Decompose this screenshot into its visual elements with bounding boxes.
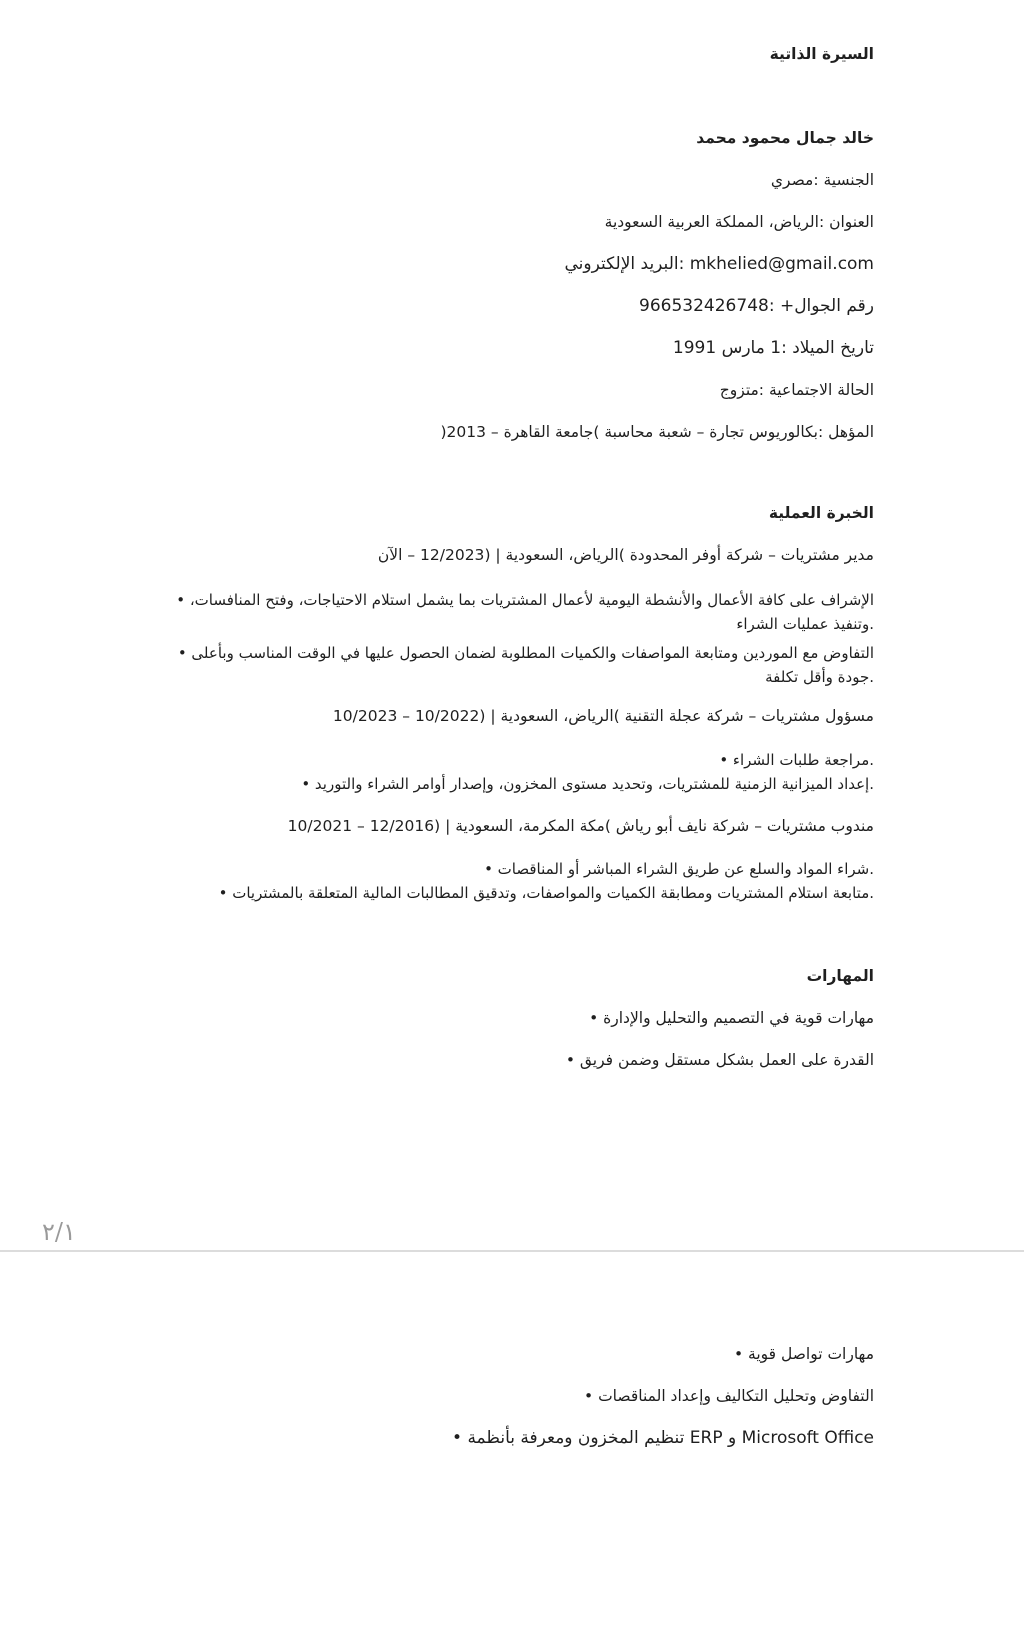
job-point: .متابعة استلام المشتريات ومطابقة الكميات والمواصفات، وتدقيق المطالبات المالية المتعلقة بالمشتريات •	[218, 884, 874, 902]
birth-date: تاريخ الميلاد :1 مارس 1991	[672, 338, 874, 358]
page-number: ٢/١	[42, 1218, 76, 1246]
job-point: .وتنفيذ عمليات الشراء	[736, 615, 874, 633]
job-point: التفاوض مع الموردين ومتابعة المواصفات والكميات المطلوبة لضمان الحصول عليها في الوقت المناسب وبأعلى •	[177, 644, 874, 662]
job-point: .جودة وأقل تكلفة	[765, 668, 874, 686]
job-title: مدير مشتريات – شركة أوفر المحدودة )الرياض، السعودية | (12/2023 – الآن	[377, 546, 874, 564]
cv-title: السيرة الذاتية	[769, 45, 874, 63]
experience-heading: الخبرة العملية	[768, 504, 874, 522]
skill-item: Microsoft Office و ERP تنظيم المخزون ومعرفة بأنظمة •	[452, 1428, 874, 1448]
job-point: الإشراف على كافة الأعمال والأنشطة اليومية لأعمال المشتريات بما يشمل استلام الاحتياجات، وفتح المنافسات، •	[176, 591, 874, 609]
phone: رقم الجوال+ :966532426748	[639, 296, 874, 316]
qualification: المؤهل :بكالوريوس تجارة – شعبة محاسبة )جامعة القاهرة – 2013(	[440, 423, 874, 441]
skill-item: مهارات تواصل قوية •	[733, 1345, 874, 1363]
page-2	[0, 1252, 1024, 1627]
person-name: خالد جمال محمود محمد	[696, 129, 874, 147]
job-title: مسؤول مشتريات – شركة عجلة التقنية )الرياض، السعودية | (10/2022 – 10/2023	[332, 707, 874, 725]
skill-item: مهارات قوية في التصميم والتحليل والإدارة •	[589, 1009, 874, 1027]
skills-heading: المهارات	[806, 967, 874, 985]
marital-status: الحالة الاجتماعية :متزوج	[719, 381, 874, 399]
skill-item: التفاوض وتحليل التكاليف وإعداد المناقصات •	[584, 1387, 874, 1405]
email: mkhelied@gmail.com :البريد الإلكتروني	[564, 254, 874, 274]
nationality: الجنسية :مصري	[770, 171, 874, 189]
address: العنوان :الرياض، المملكة العربية السعودية	[604, 213, 874, 231]
job-point: .شراء المواد والسلع عن طريق الشراء المباشر أو المناقصات •	[484, 860, 874, 878]
skill-item: القدرة على العمل بشكل مستقل وضمن فريق •	[565, 1051, 874, 1069]
job-title: مندوب مشتريات – شركة نايف أبو رياش )مكة المكرمة، السعودية | (12/2016 – 10/2021	[287, 817, 874, 835]
job-point: .مراجعة طلبات الشراء •	[719, 751, 874, 769]
job-point: .إعداد الميزانية الزمنية للمشتريات، وتحديد مستوى المخزون، وإصدار أوامر الشراء والتوريد •	[301, 775, 874, 793]
